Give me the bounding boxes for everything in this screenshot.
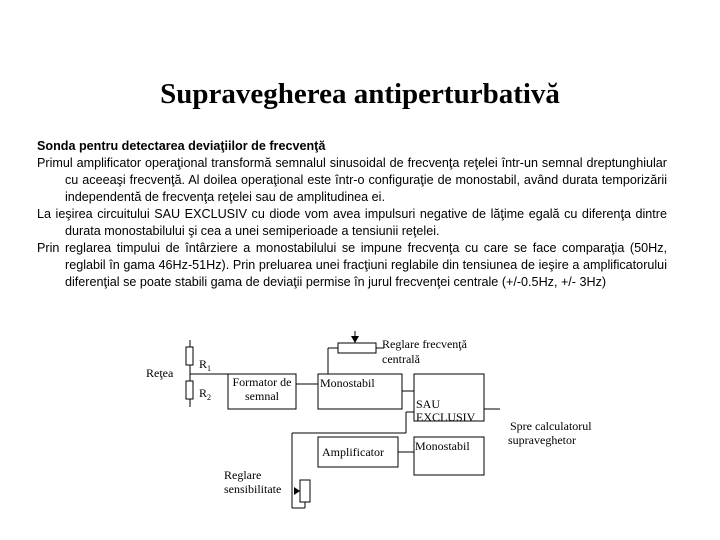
label-monostabil-1: Monostabil (320, 376, 375, 390)
paragraph-3: Prin reglarea timpului de întârziere a monostabilului se impune frecvenţa cu care se face comparaţia (50Hz, reglabil în gama 46Hz-51Hz). Prin preluarea unei fracţiuni reglabile din tensiunea de ieşire a amplificatorului diferenţial se poate stabili gama de deviaţii permise în jurul frecvenţei centrale (+/-0.5Hz, +/- 3Hz) (37, 241, 667, 289)
label-sau: SAU (416, 397, 441, 411)
label-reglare-frecventa-2: centrală (382, 352, 420, 366)
slide-subtitle: Sonda pentru detectarea deviaţiilor de frecvenţă (37, 139, 326, 153)
label-reglare-sens-1: Reglare (224, 468, 262, 482)
label-retea: Reţea (146, 366, 174, 380)
label-r1: $R_1$ (199, 357, 212, 373)
label-formator-2: semnal (245, 389, 279, 403)
label-calculator-2: supraveghetor (508, 433, 576, 447)
potentiometer-sensibilitate (300, 480, 310, 502)
paragraph-2: La ieşirea circuitului SAU EXCLUSIV cu diode vom avea impulsuri negative de lăţime egală cu diferenţa dintre durata monostabilului şi cea a unei semiperioade a tensiunii reţelei. (37, 207, 667, 238)
pot-sens-arrow (294, 487, 300, 495)
resistor-r2 (186, 381, 193, 399)
label-reglare-frecventa-1: Reglare frecvenţă (382, 337, 467, 351)
label-amplificator: Amplificator (322, 445, 384, 459)
label-monostabil-2: Monostabil (415, 439, 470, 453)
label-r2: $R_2$ (199, 386, 212, 402)
potentiometer-frecventa (338, 343, 376, 353)
paragraph-1: Primul amplificator operaţional transformă semnalul sinusoidal de frecvenţa reţelei într-un semnal dreptunghiular cu aceeaşi frecvenţă. Al doilea operaţional este într-o configuraţie de monostabil, având durata temporizării independentă de frecvenţa reţelei sau de amplitudinea ei. (37, 156, 667, 204)
pot-frecventa-arrow (351, 336, 359, 343)
resistor-r1 (186, 347, 193, 365)
slide-title: Supravegherea antiperturbativă (160, 78, 560, 110)
label-exclusiv: EXCLUSIV (416, 410, 476, 424)
label-formator-1: Formator de (232, 375, 292, 389)
label-calculator-1: Spre calculatorul (510, 419, 592, 433)
label-reglare-sens-2: sensibilitate (224, 482, 282, 496)
